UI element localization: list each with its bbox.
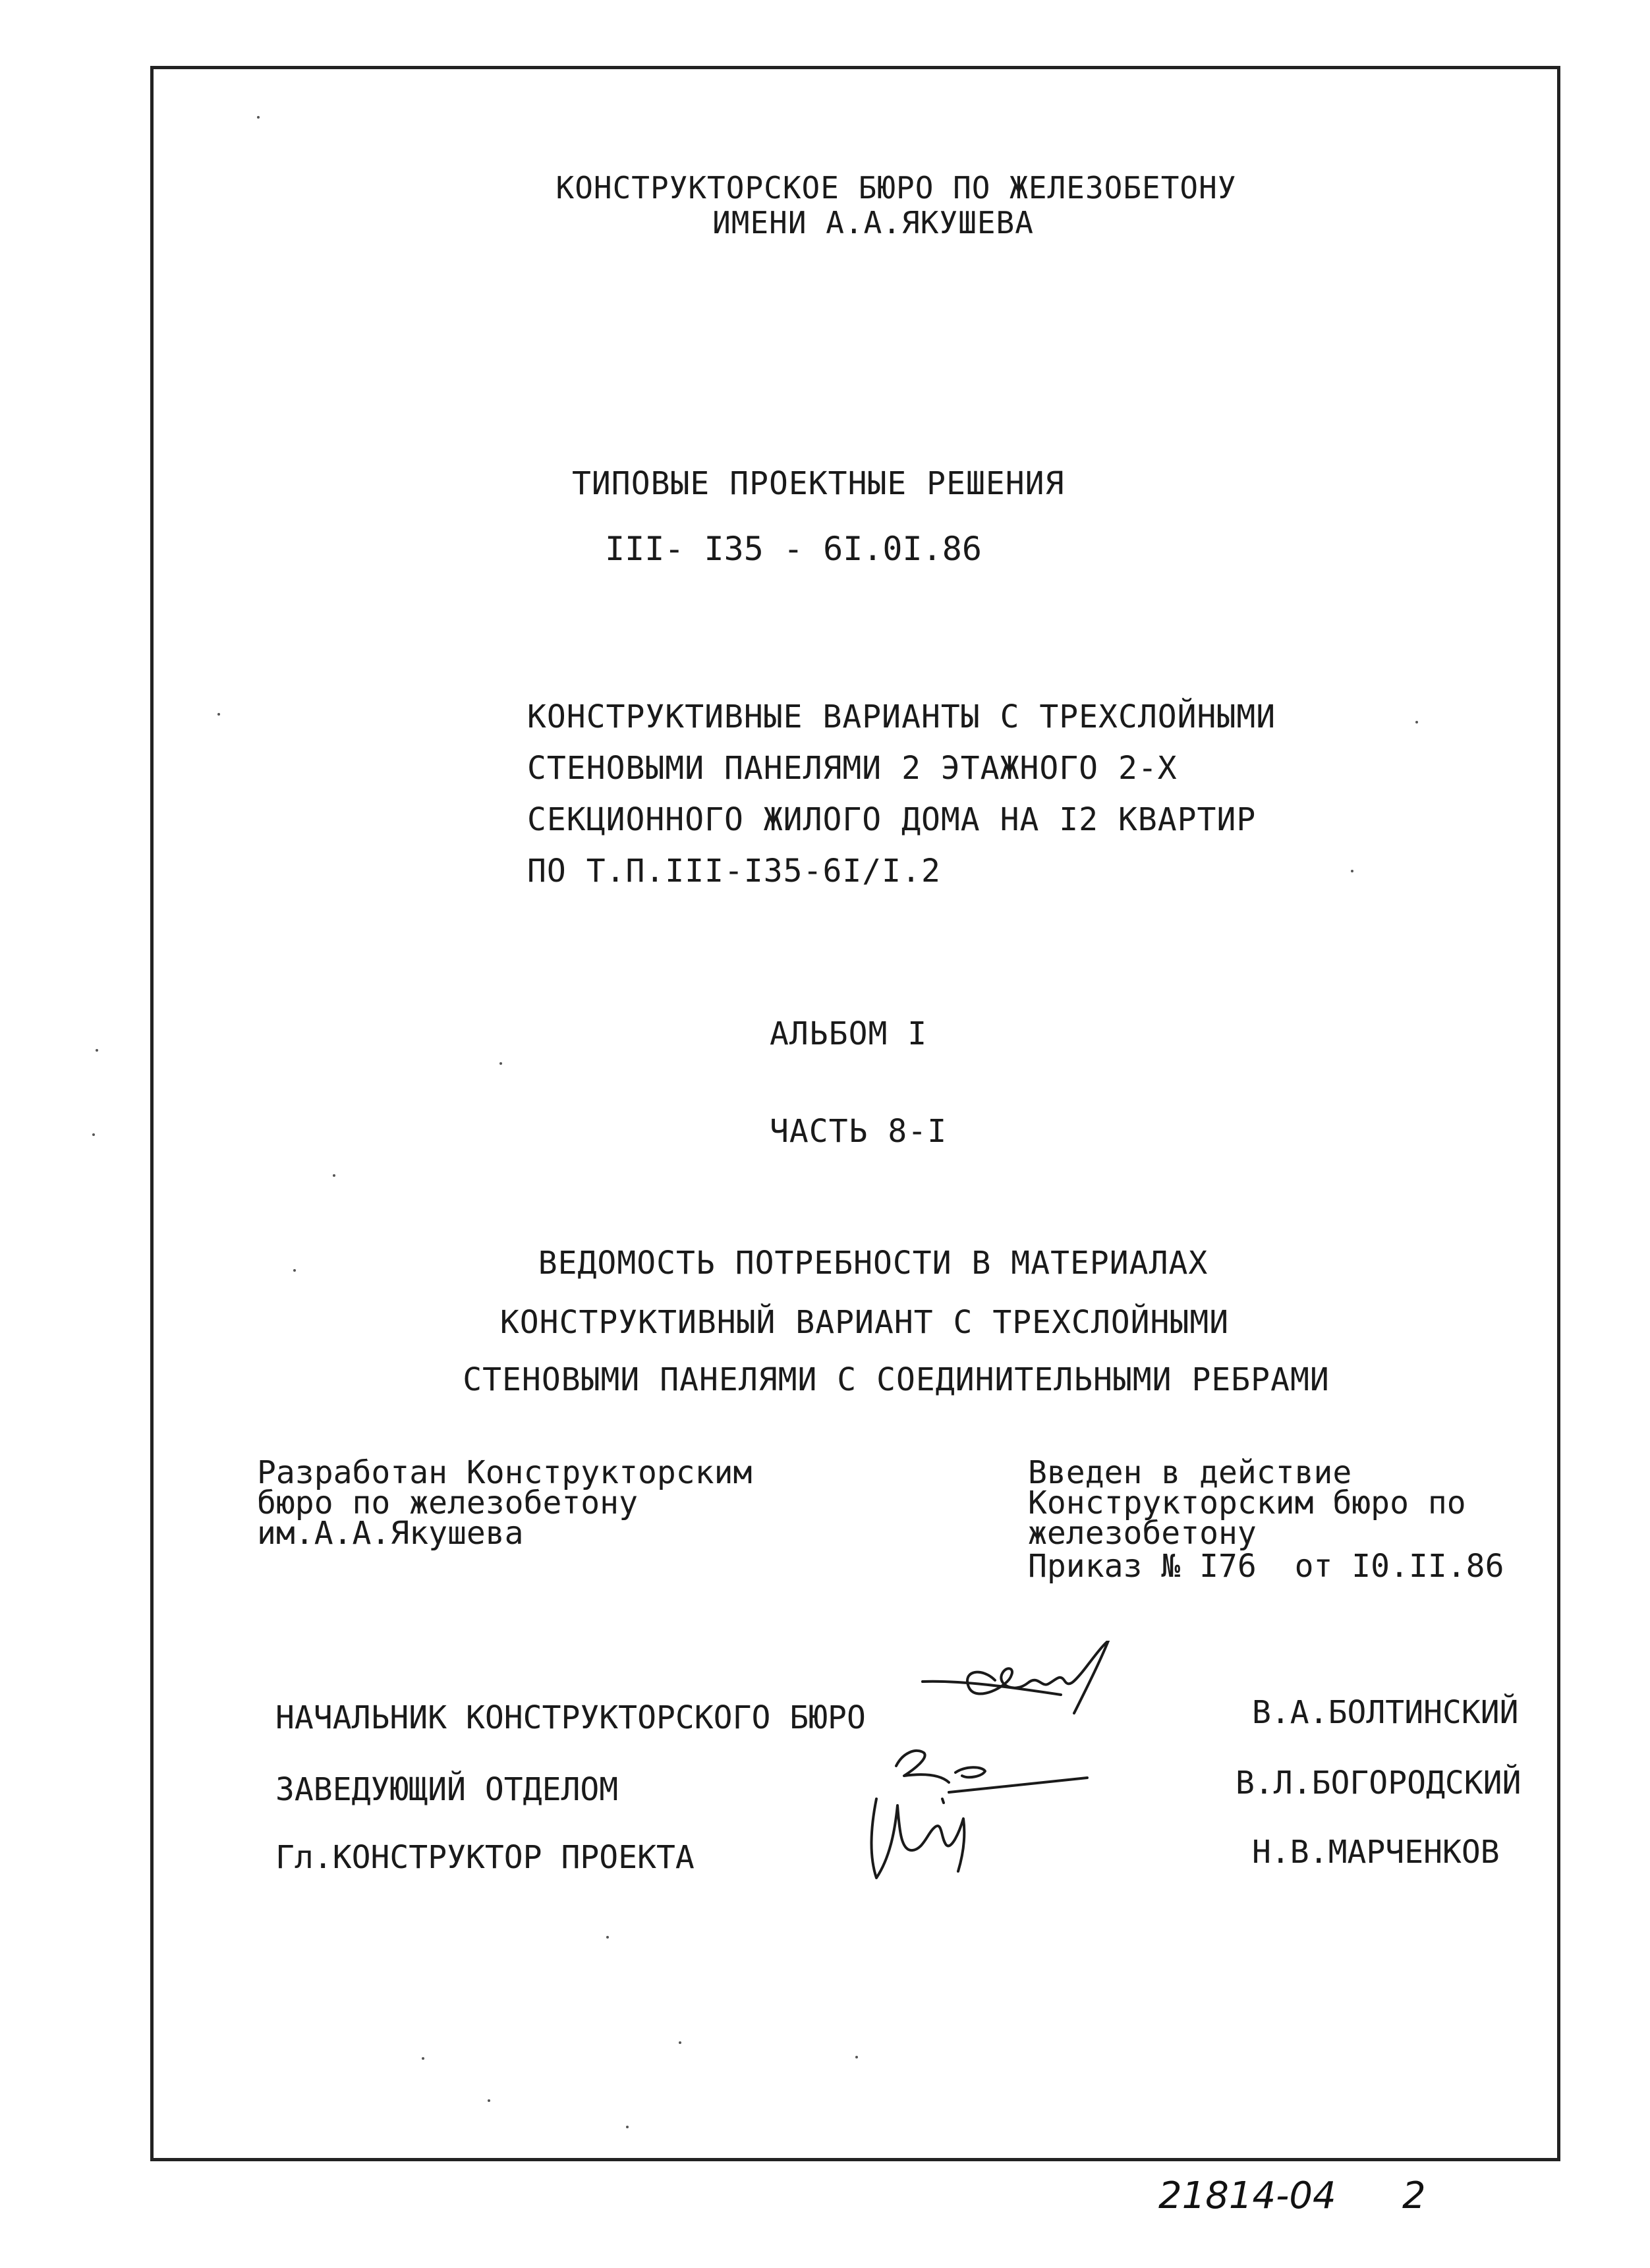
standard-code: III- I35 - 6I.0I.86 [605,530,982,568]
project-line-3: СЕКЦИОННОГО ЖИЛОГО ДОМА НА I2 КВАРТИР [527,801,1257,838]
scan-speck [1415,721,1418,723]
signature-1 [923,1641,1108,1713]
scan-speck [257,116,260,119]
document-number: 21814-04 [1158,2174,1336,2217]
part-label: ЧАСТЬ 8-I [770,1113,948,1150]
scan-speck [1351,870,1353,872]
signature-2 [896,1751,1087,1792]
project-line-1: КОНСТРУКТИВНЫЕ ВАРИАНТЫ С ТРЕХСЛОЙНЫМИ [527,698,1276,735]
album-label: АЛЬБОМ I [770,1015,928,1052]
organization-name: КОНСТРУКТОРСКОЕ БЮРО ПО ЖЕЛЕЗОБЕТОНУ [555,170,1237,206]
scan-speck [488,2099,490,2102]
signatory-name-1: В.А.БОЛТИНСКИЙ [1252,1694,1519,1731]
subject-line-1: ВЕДОМОСТЬ ПОТРЕБНОСТИ В МАТЕРИАЛАХ [538,1245,1209,1282]
page-number: 2 [1402,2174,1426,2217]
enacted-line-3: железобетону [1028,1515,1257,1552]
enacted-order-line: Приказ № I76 от I0.II.86 [1028,1548,1504,1585]
scan-speck [422,2057,424,2060]
signatory-name-2: В.Л.БОГОРОДСКИЙ [1236,1765,1522,1801]
signatory-position-3: Гл.КОНСТРУКТОР ПРОЕКТА [275,1839,695,1876]
subject-line-3: СТЕНОВЫМИ ПАНЕЛЯМИ С СОЕДИНИТЕЛЬНЫМИ РЕБРАМИ [463,1361,1330,1398]
developed-by-line-1: Разработан Конструкторским [257,1454,753,1491]
scan-speck [333,1174,335,1177]
scan-speck [499,1062,502,1065]
scan-speck [855,2056,858,2058]
subject-line-2: КОНСТРУКТИВНЫЙ ВАРИАНТ С ТРЕХСЛОЙНЫМИ [499,1304,1230,1341]
developed-by-line-3: им.А.А.Якушева [257,1515,524,1552]
project-line-2: СТЕНОВЫМИ ПАНЕЛЯМИ 2 ЭТАЖНОГО 2-Х [527,750,1178,787]
signature-3 [872,1799,965,1878]
scan-speck [217,713,220,716]
scan-speck [679,2041,681,2044]
enacted-line-2: Конструкторским бюро по [1028,1485,1466,1521]
scan-speck [96,1049,98,1052]
signatory-name-3: Н.В.МАРЧЕНКОВ [1252,1834,1500,1871]
scan-speck [626,2126,629,2128]
scan-speck [293,1269,296,1272]
enacted-line-1: Введен в действие [1028,1454,1352,1491]
organization-name-suffix: ИМЕНИ А.А.ЯКУШЕВА [712,205,1034,241]
scan-speck [92,1133,95,1136]
standard-title: ТИПОВЫЕ ПРОЕКТНЫЕ РЕШЕНИЯ [572,465,1065,502]
handwritten-signatures [850,1641,1219,1924]
project-line-4: ПО Т.П.III-I35-6I/I.2 [527,853,941,890]
signatory-position-1: НАЧАЛЬНИК КОНСТРУКТОРСКОГО БЮРО [275,1699,866,1736]
developed-by-line-2: бюро по железобетону [257,1485,638,1521]
signatory-position-2: ЗАВЕДУЮЩИЙ ОТДЕЛОМ [275,1771,619,1808]
scan-speck [606,1936,609,1939]
